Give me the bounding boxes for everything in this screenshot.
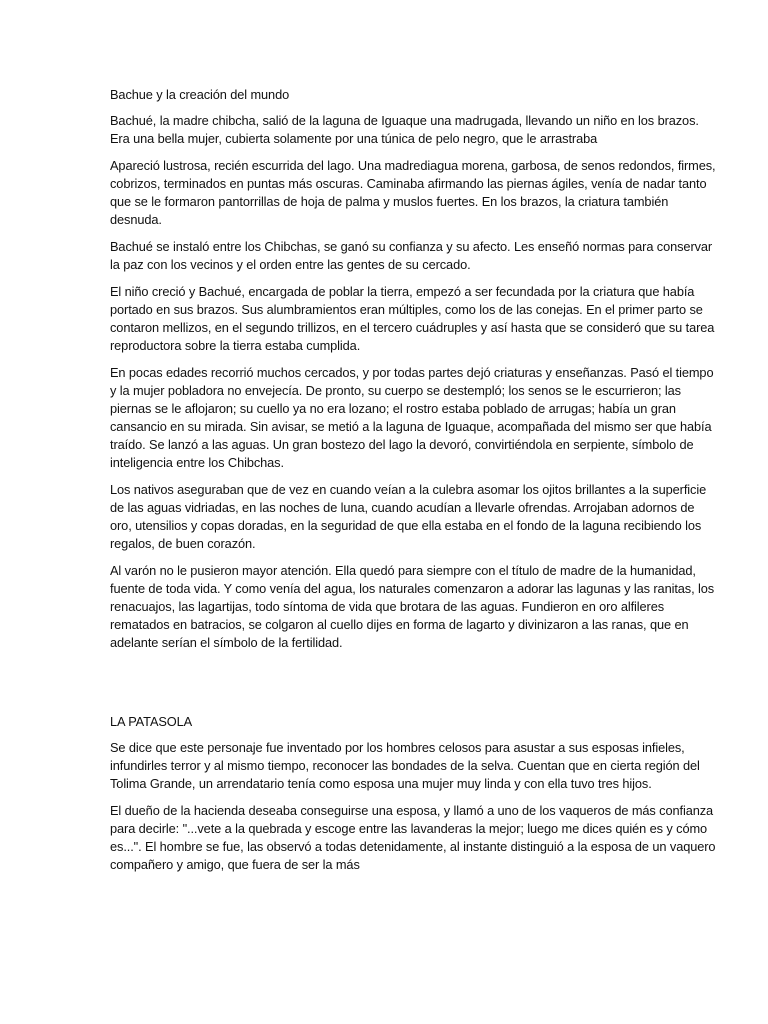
paragraph: Bachué se instaló entre los Chibchas, se ganó su confianza y su afecto. Les enseñó normas para conservar la paz con los vecinos y el orden entre las gentes de su cercado. bbox=[110, 239, 713, 272]
paragraph: Los nativos aseguraban que de vez en cuando veían a la culebra asomar los ojitos brillantes a la superficie de las aguas vidriadas, en las noches de luna, cuando acudían a llevarle ofrendas. Arrojaban adornos de oro, utensilios y copas doradas, en la seguridad de que ella estaba en el fondo de la laguna recibiendo los regalos, de buen corazón. bbox=[110, 482, 707, 551]
paragraph: Al varón no le pusieron mayor atención. Ella quedó para siempre con el título de madre de la humanidad, fuente de toda vida. Y como venía del agua, los naturales comenzaron a adorar las lagunas y las ranitas, los renacuajos, las lagartijas, todo síntoma de vida que brotara de las aguas. Fundieron en oro alfileres rematados en batracios, se colgaron al cuello dijes en forma de lagarto y divinizaron a las ranas, que en adelante serían el símbolo de la fertilidad. bbox=[110, 563, 715, 650]
section-title-patasola: LA PATASOLA bbox=[110, 714, 193, 729]
paragraph: El dueño de la hacienda deseaba conseguirse una esposa, y llamó a uno de los vaqueros de más confianza para decirle: "...vete a la quebrada y escoge entre las lavanderas la mejor; luego me dices quién es y cómo es...". El hombre se fue, las observó a todas detenidamente, al instante distinguió a la esposa de un vaquero compañero y amigo, que fuera de ser la más bbox=[110, 803, 716, 872]
paragraph: Apareció lustrosa, recién escurrida del lago. Una madrediagua morena, garbosa, de senos redondos, firmes, cobrizos, terminados en puntas más oscuras. Caminaba afirmando las piernas ágiles, venía de nadar tanto que se le formaron pantorrillas de hoja de palma y muslos fuertes. En los brazos, la criatura también desnuda. bbox=[110, 158, 716, 227]
paragraph: Bachué, la madre chibcha, salió de la laguna de Iguaque una madrugada, llevando un niño en los brazos. Era una bella mujer, cubierta solamente por una túnica de pelo negro, que le arrastraba bbox=[110, 113, 699, 146]
section-title-bachue: Bachue y la creación del mundo bbox=[110, 87, 290, 102]
paragraph: En pocas edades recorrió muchos cercados, y por todas partes dejó criaturas y enseñanzas. Pasó el tiempo y la mujer pobladora no envejecía. De pronto, su cuerpo se destempló; los senos se le escurrieron; las piernas se le aflojaron; su cuello ya no era lozano; el rostro estaba poblado de arrugas; había un gran cansancio en su mirada. Sin avisar, se metió a la laguna de Iguaque, acompañada del mismo ser que había traído. Se lanzó a las aguas. Un gran bostezo del lago la devoró, convirtiéndola en serpiente, símbolo de inteligencia entre los Chibchas. bbox=[110, 365, 714, 470]
paragraph: El niño creció y Bachué, encargada de poblar la tierra, empezó a ser fecundada por la criatura que había portado en sus brazos. Sus alumbramientos eran múltiples, como los de las conejas. En el primer parto se contaron mellizos, en el segundo trillizos, en el tercero cuádruples y así hasta que se consideró que su tarea reproductora sobre la tierra estaba cumplida. bbox=[110, 284, 715, 353]
section-spacer bbox=[110, 661, 718, 713]
paragraph: Se dice que este personaje fue inventado por los hombres celosos para asustar a sus esposas infieles, infundirles terror y al mismo tiempo, reconocer las bondades de la selva. Cuentan que en cierta región del Tolima Grande, un arrendatario tenía como esposa una mujer muy linda y con ella tuvo tres hijos. bbox=[110, 740, 700, 791]
